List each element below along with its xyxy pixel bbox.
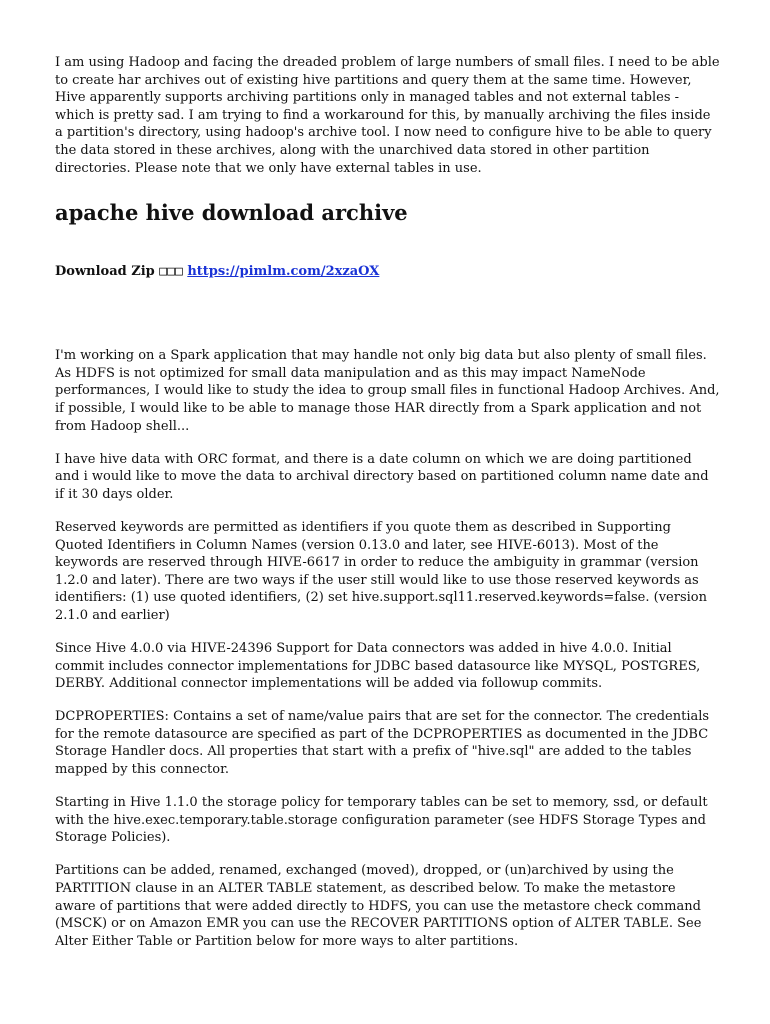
arrow-icon: □□□	[159, 264, 183, 280]
page-title: apache hive download archive	[55, 200, 408, 226]
body-paragraph: I'm working on a Spark application that may handle not only big data but also plenty of small files. As HDFS is not optimized for small data manipulation and as this may impact NameNode performances, I would like to study the idea to group small files in functional Hadoop Archives. And, if possible, I would like to be able to manage those HAR directly from a Spark application and not from Hadoop shell...	[55, 348, 720, 434]
download-label: Download Zip	[55, 264, 155, 280]
body-paragraph: Starting in Hive 1.1.0 the storage policy for temporary tables can be set to memory, ssd, or default with the hive.exec.temporary.table.storage configuration parameter (see HDFS Storage Types and Storage Policies).	[55, 795, 708, 846]
download-line	[55, 263, 720, 281]
body-paragraph: Since Hive 4.0.0 via HIVE-24396 Support for Data connectors was added in hive 4.0.0. Initial commit includes connector implementations for JDBC based datasource like MYSQL, POSTGRES, DERBY. Additional connector implementations will be added via followup commits.	[55, 640, 701, 692]
body-paragraph: Partitions can be added, renamed, exchanged (moved), dropped, or (un)archived by using the PARTITION clause in an ALTER TABLE statement, as described below. To make the metastore aware of partitions that were added directly to HDFS, you can use the metastore check command (MSCK) or on Amazon EMR you can use the RECOVER PARTITIONS option of ALTER TABLE. See Alter Either Table or Partition below for more ways to alter partitions.	[55, 863, 702, 949]
article-body	[55, 347, 720, 950]
body-paragraph: DCPROPERTIES: Contains a set of name/value pairs that are set for the connector. The credentials for the remote datasource are specified as part of the DCPROPERTIES as documented in the JDBC Storage Handler docs. All properties that start with a prefix of "hive.sql" are added to the tables mapped by this connector.	[55, 709, 710, 778]
body-paragraph: Reserved keywords are permitted as identifiers if you quote them as described in Supporting Quoted Identifiers in Column Names (version 0.13.0 and later, see HIVE-6013). Most of the keywords are reserved through HIVE-6617 in order to reduce the ambiguity in grammar (version 1.2.0 and later). There are two ways if the user still would like to use those reserved keywords as identifiers: (1) use quoted identifiers, (2) set hive.support.sql11.reserved.keywords=false. (version 2.1.0 and earlier)	[55, 519, 707, 623]
intro-paragraph: I am using Hadoop and facing the dreaded problem of large numbers of small files. I need to be able to create har archives out of existing hive partitions and query them at the same time. However, Hive apparently supports archiving partitions only in managed tables and not external tables - which is pretty sad. I am trying to find a workaround for this, by manually archiving the files inside a partition's directory, using hadoop's archive tool. I now need to configure hive to be able to query the data stored in these archives, along with the unarchived data stored in other partition directories. Please note that we only have external tables in use.	[55, 55, 720, 176]
document-page	[55, 54, 720, 966]
download-link[interactable]: https://pimlm.com/2xzaOX	[187, 264, 380, 280]
body-paragraph: I have hive data with ORC format, and there is a date column on which we are doing partitioned and i would like to move the data to archival directory based on partitioned column name date and if it 30 days older.	[55, 451, 709, 502]
